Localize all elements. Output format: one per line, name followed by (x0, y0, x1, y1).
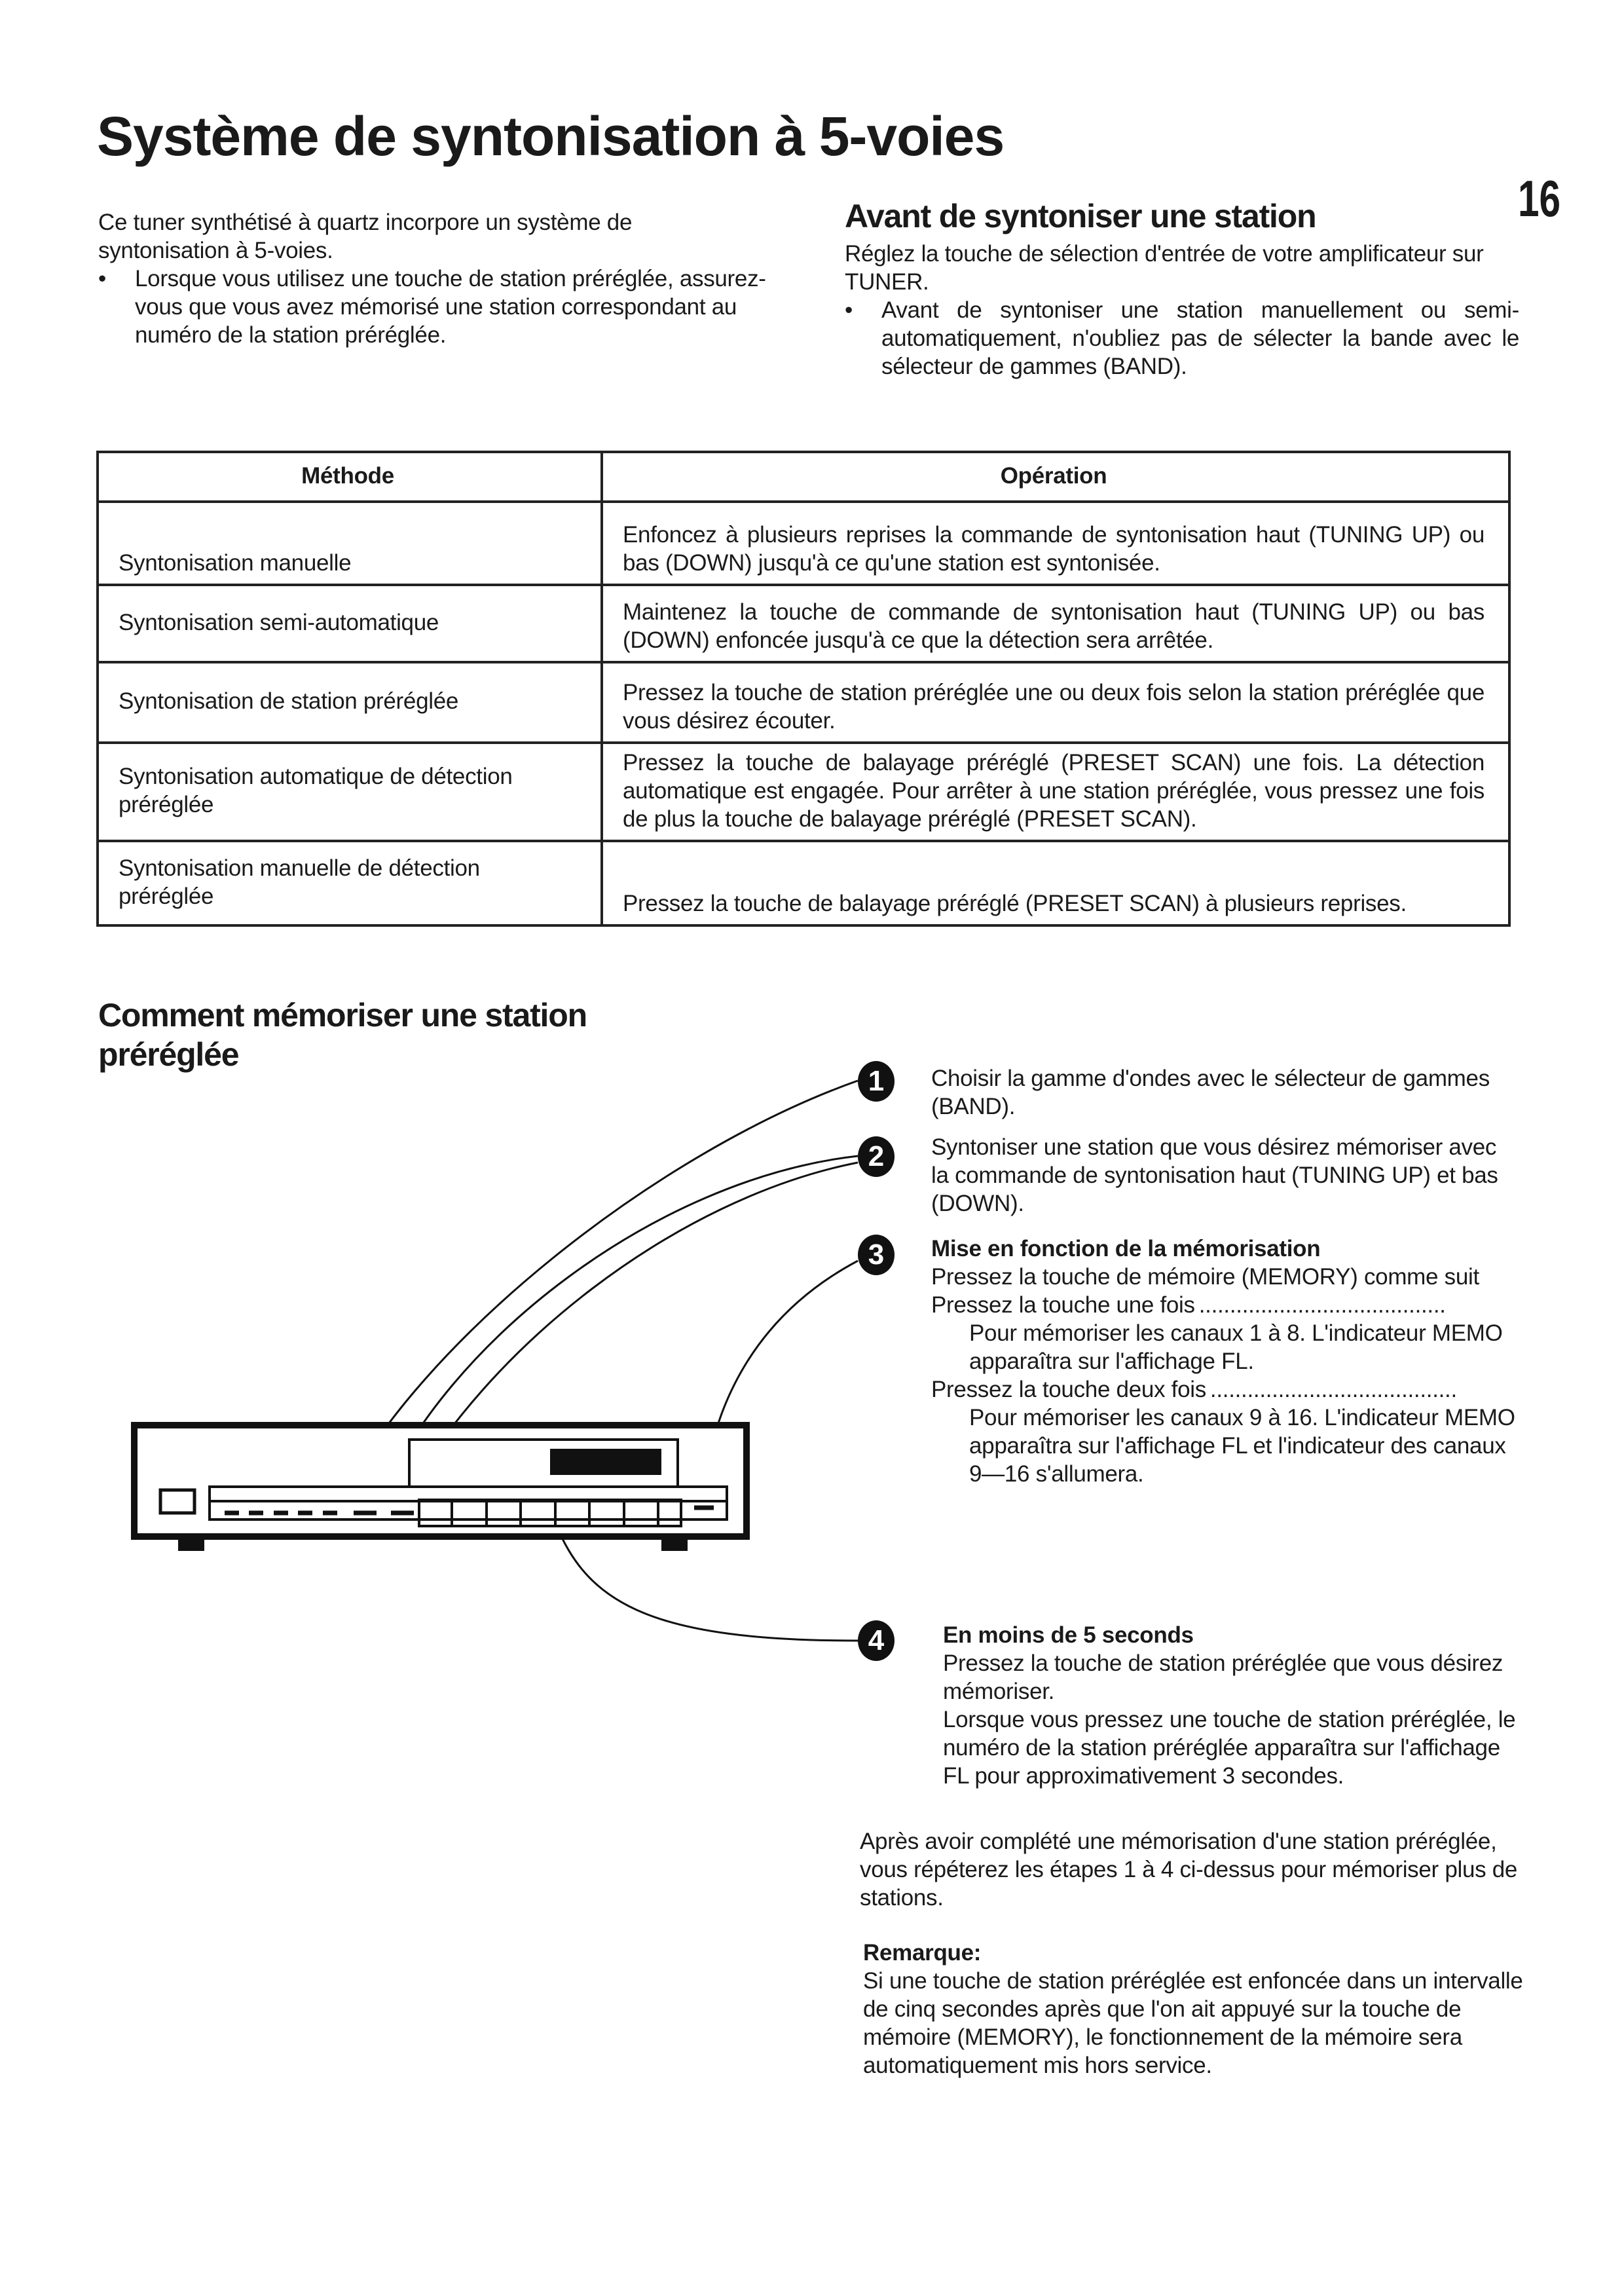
step-2-text: Syntoniser une station que vous désirez mémoriser avec la commande de syntonisation haut (TUNING UP) et bas (DOWN). (931, 1134, 1498, 1216)
note-text: Si une touche de station préréglée est enfoncée dans un intervalle de cinq secondes après que l'on ait appuyé sur la touche de mémoire (MEMORY), le fonctionnement de la mémoire sera automatiquement mis hors service. (863, 1968, 1523, 2078)
operation-cell: Enfoncez à plusieurs reprises la commande de syntonisation haut (TUNING UP) ou bas (DOWN) jusqu'à ce qu'une station est syntonisée. (602, 502, 1509, 585)
step-2-badge: 2 (858, 1136, 895, 1177)
step-3-twice-label: Pressez la touche deux fois (931, 1377, 1206, 1402)
step-3-text: Pressez la touche de mémoire (MEMORY) comme suit (931, 1264, 1479, 1290)
bullet-icon: • (845, 297, 853, 323)
operation-cell: Maintenez la touche de commande de syntonisation haut (TUNING UP) ou bas (DOWN) enfoncée jusqu'à ce que la détection sera arrêtée. (602, 585, 1509, 662)
step-3-once-row (931, 1291, 1517, 1319)
callout-line-4 (557, 1526, 858, 1641)
method-cell: Syntonisation manuelle (98, 502, 602, 585)
step-3-badge: 3 (858, 1235, 895, 1275)
step-3-title: Mise en fonction de la mémorisation (931, 1236, 1321, 1261)
after-text: Après avoir complété une mémorisation d'une station préréglée, vous répéterez les étapes 1 à 4 ci-dessus pour mémoriser plus de stations. (860, 1829, 1518, 1911)
header-method: Méthode (98, 452, 602, 502)
header-operation: Opération (602, 452, 1509, 502)
page-title: Système de syntonisation à 5-voies (97, 105, 1005, 167)
tuner-device (134, 1425, 747, 1551)
step-4-text: Pressez la touche de station préréglée que vous désirez mémoriser. (943, 1650, 1504, 1704)
method-cell: Syntonisation de station préréglée (98, 662, 602, 743)
before-heading: Avant de syntoniser une station (845, 198, 1316, 234)
dot-leader: ........................................ (1209, 1377, 1457, 1402)
before-bullet-text: Avant de syntoniser une station manuellement ou semi-automatiquement, n'oubliez pas de sélecter la bande avec le sélecteur de gammes (BAND). (881, 297, 1519, 379)
callout-lines (341, 1081, 858, 1641)
step-1-text: Choisir la gamme d'ondes avec le sélecteur de gammes (BAND). (931, 1066, 1490, 1119)
dot-leader: ........................................ (1198, 1292, 1446, 1318)
method-cell: Syntonisation manuelle de détection préréglée (98, 841, 602, 925)
step-1-badge: 1 (858, 1061, 895, 1102)
bullet-icon: • (98, 266, 106, 291)
step-4 (943, 1621, 1519, 1790)
before-text: Réglez la touche de sélection d'entrée de votre amplificateur sur TUNER. (845, 241, 1484, 295)
page-number: 16 (1518, 170, 1561, 227)
note (863, 1939, 1524, 2079)
step-2 (931, 1133, 1517, 1218)
method-cell: Syntonisation semi-automatique (98, 585, 602, 662)
operation-cell: Pressez la touche de balayage préréglé (PRESET SCAN) une fois. La détection automatique est engagée. Pour arrêter à une station préréglée, vous pressez une fois de plus la touche de balayage préréglé (PRESET SCAN). (602, 743, 1509, 841)
step-3-once-label: Pressez la touche une fois (931, 1292, 1195, 1318)
method-cell: Syntonisation automatique de détection préréglée (98, 743, 602, 841)
step-4-text-2: Lorsque vous pressez une touche de station préréglée, le numéro de la station préréglée apparaîtra sur l'affichage FL pour approximativement 3 secondes. (943, 1707, 1516, 1789)
step-3-twice-text: Pour mémoriser les canaux 9 à 16. L'indicateur MEMO apparaîtra sur l'affichage FL et l'indicateur des canaux 9—16 s'allumera. (969, 1405, 1515, 1487)
step-3 (931, 1235, 1517, 1488)
step-4-title: En moins de 5 seconds (943, 1622, 1194, 1648)
step-4-badge: 4 (858, 1620, 895, 1661)
operation-cell: Pressez la touche de station préréglée une ou deux fois selon la station préréglée que vous désirez écouter. (602, 662, 1509, 743)
memo-heading: Comment mémoriser une station préréglée (98, 997, 587, 1073)
intro-bullet-text: Lorsque vous utilisez une touche de station préréglée, assurez-vous que vous avez mémorisé une station correspondant au numéro de la station préréglée. (135, 266, 766, 348)
step-3-twice-row (931, 1375, 1517, 1404)
intro-text: Ce tuner synthétisé à quartz incorpore un système de syntonisation à 5-voies. (98, 210, 633, 263)
step-1 (931, 1064, 1517, 1121)
operation-cell: Pressez la touche de balayage préréglé (PRESET SCAN) à plusieurs reprises. (602, 841, 1509, 925)
step-3-once-text: Pour mémoriser les canaux 1 à 8. L'indicateur MEMO apparaîtra sur l'affichage FL. (969, 1320, 1503, 1374)
note-title: Remarque: (863, 1940, 982, 1966)
